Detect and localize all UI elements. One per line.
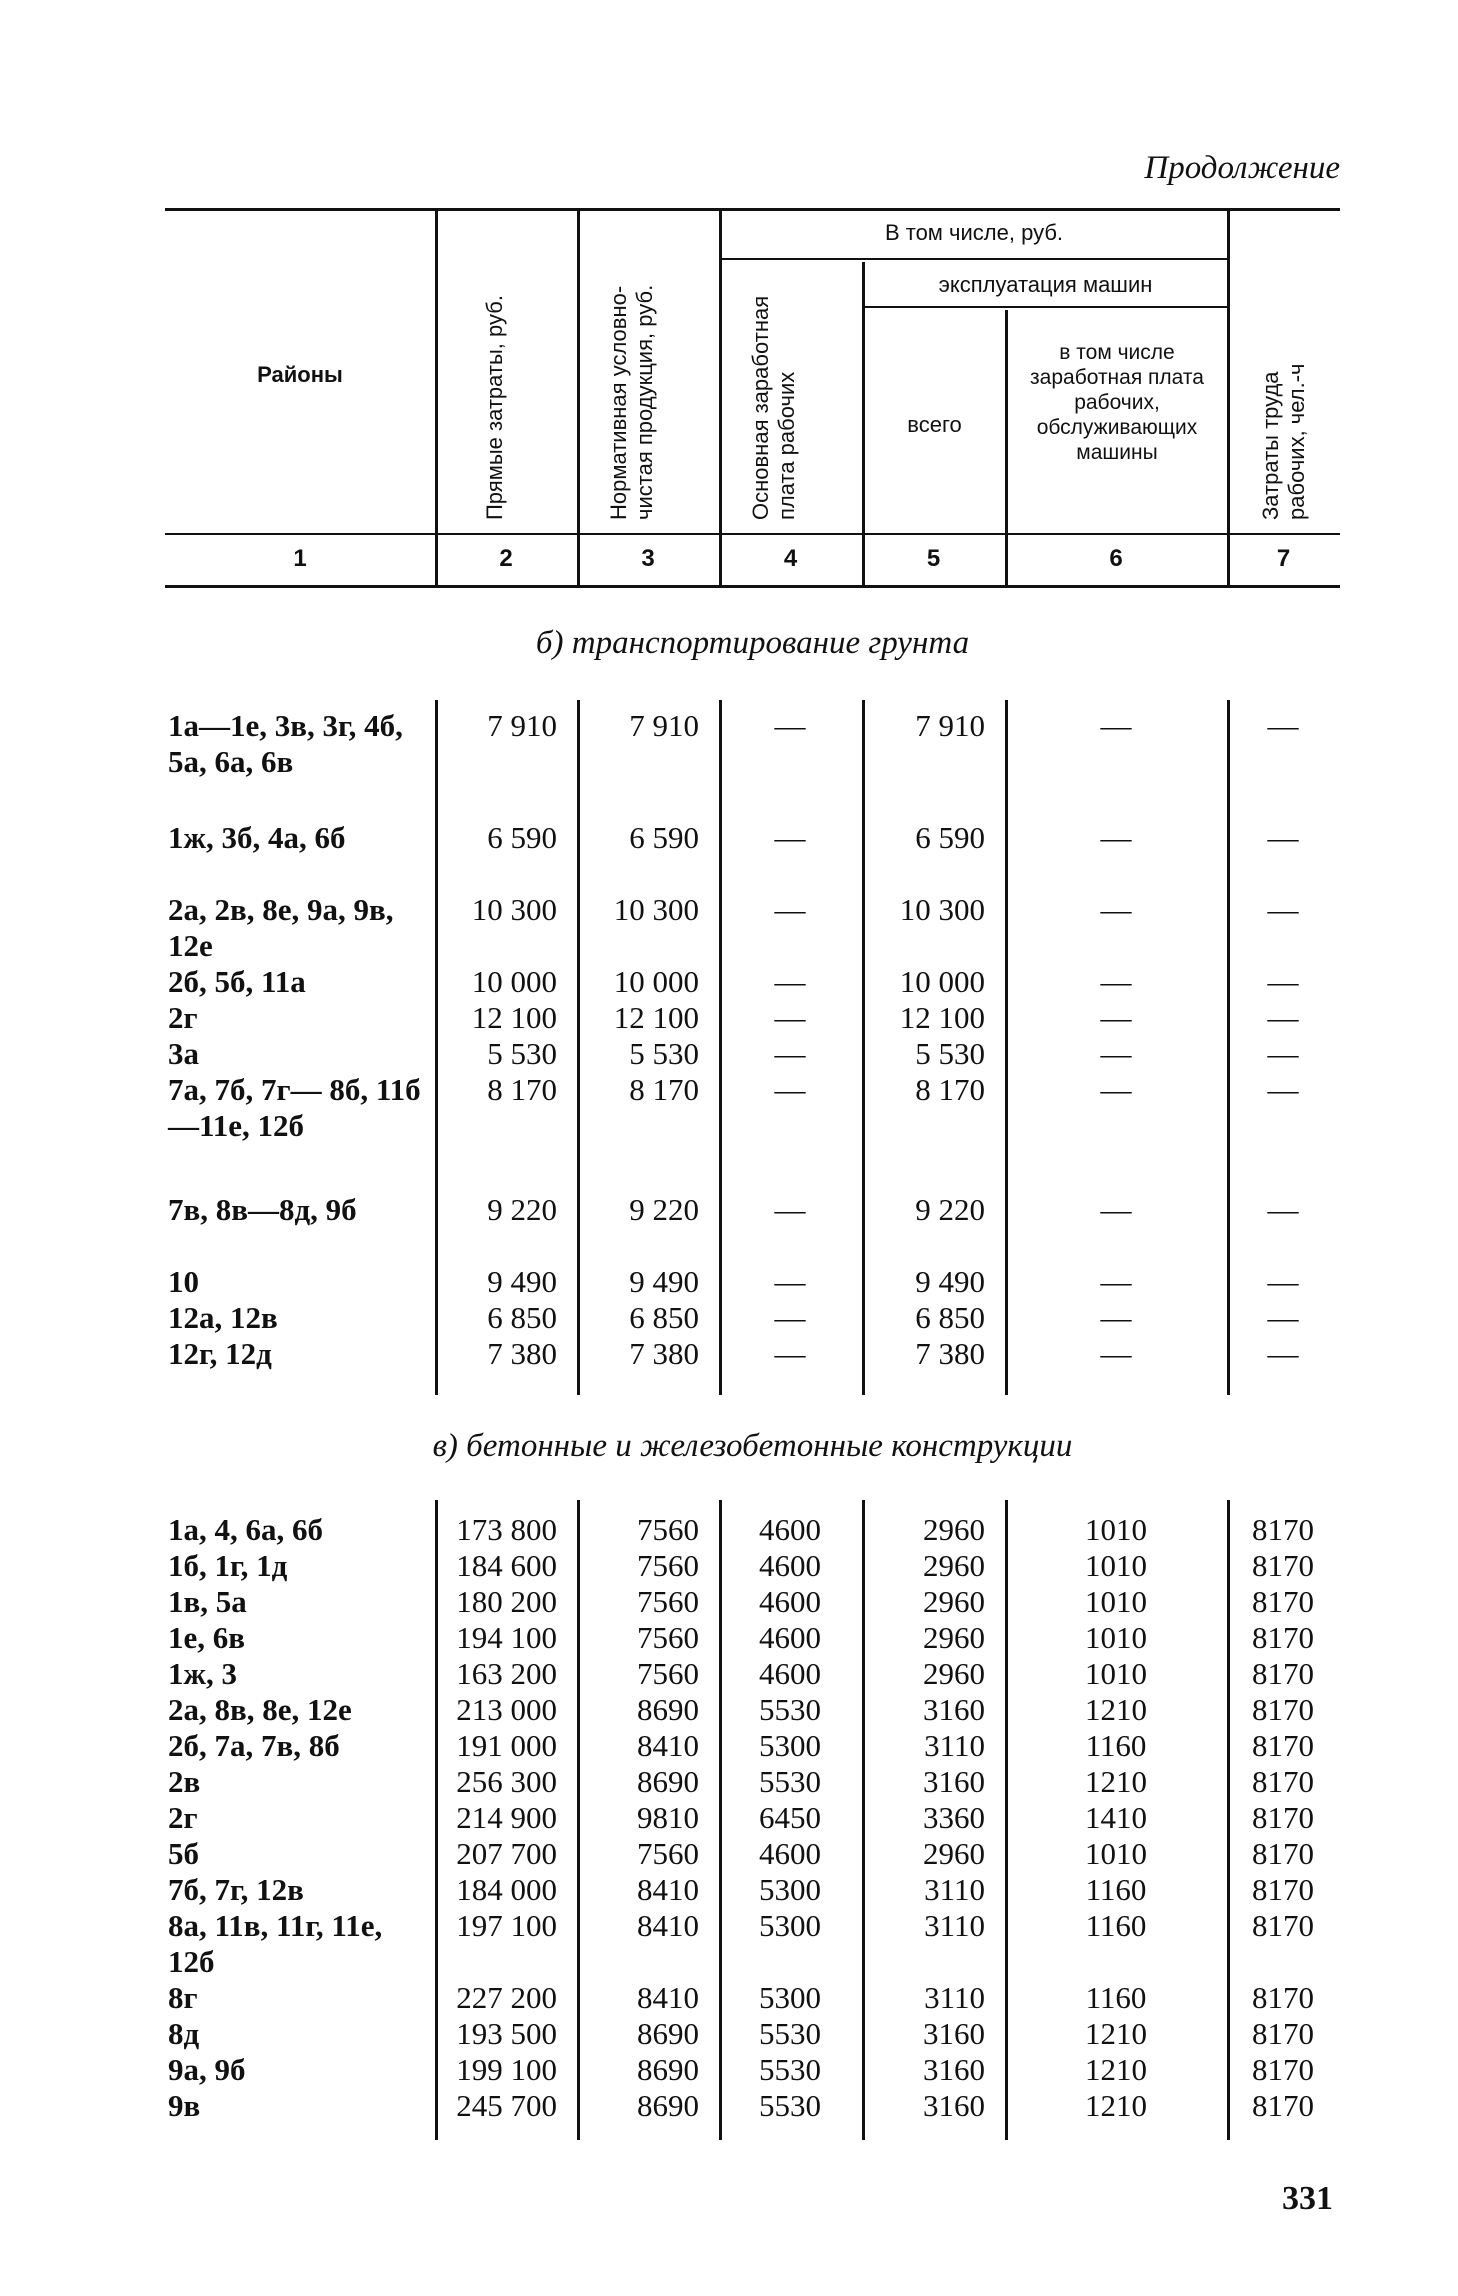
header-vline bbox=[435, 210, 438, 585]
c3-cell: 7 380 bbox=[629, 1336, 699, 1371]
c2-cell: 5 530 bbox=[487, 1036, 557, 1071]
region-cell: 1ж, 3 bbox=[168, 1656, 237, 1691]
region-cell: 2г bbox=[168, 1000, 198, 1035]
c3-cell: 7560 bbox=[637, 1836, 699, 1871]
c2-cell: 6 590 bbox=[487, 820, 557, 855]
c7-cell: 8170 bbox=[1252, 2088, 1314, 2123]
c3-cell: 8690 bbox=[637, 2052, 699, 2087]
c6-cell: — bbox=[1100, 1000, 1132, 1035]
c6-cell: 1210 bbox=[1085, 2016, 1147, 2051]
c5-cell: 9 220 bbox=[915, 1192, 985, 1227]
region-cell: 5б bbox=[168, 1836, 199, 1871]
column-number-7: 7 bbox=[1276, 545, 1291, 572]
region-cell: 2а, 8в, 8е, 12е bbox=[168, 1692, 352, 1727]
c4-cell: 5530 bbox=[759, 2052, 821, 2087]
c3-cell: 8410 bbox=[637, 1728, 699, 1763]
c6-cell: 1010 bbox=[1085, 1656, 1147, 1691]
c7-cell: 8170 bbox=[1252, 2052, 1314, 2087]
c3-cell: 7560 bbox=[637, 1620, 699, 1655]
c4-cell: — bbox=[774, 1000, 806, 1035]
header-vline bbox=[577, 210, 580, 585]
c7-cell: — bbox=[1267, 708, 1299, 743]
region-cell: 12г, 12д bbox=[168, 1336, 272, 1371]
c3-cell: 9810 bbox=[637, 1800, 699, 1835]
c3-cell: 5 530 bbox=[629, 1036, 699, 1071]
region-cell: 7в, 8в—8д, 9б bbox=[168, 1192, 357, 1227]
c7-cell: 8170 bbox=[1252, 1692, 1314, 1727]
c3-cell: 9 220 bbox=[629, 1192, 699, 1227]
column-divider bbox=[1227, 700, 1230, 1395]
c5-cell: 3110 bbox=[924, 1872, 985, 1907]
c6-cell: 1210 bbox=[1085, 1692, 1147, 1727]
c7-cell: — bbox=[1267, 1300, 1299, 1335]
region-cell: 1б, 1г, 1д bbox=[168, 1548, 288, 1583]
region-cell: 2в bbox=[168, 1764, 201, 1799]
column-number-2: 2 bbox=[499, 545, 513, 572]
c6-cell: — bbox=[1100, 1336, 1132, 1371]
c2-cell: 10 000 bbox=[471, 964, 557, 999]
c6-cell: 1010 bbox=[1085, 1548, 1147, 1583]
region-cell: 8а, 11в, 11г, 11е, 12б bbox=[168, 1908, 383, 1979]
page-number: 331 bbox=[1282, 2180, 1333, 2217]
region-cell: 10 bbox=[168, 1264, 199, 1299]
c6-cell: — bbox=[1100, 1300, 1132, 1335]
c4-cell: 4600 bbox=[759, 1512, 821, 1547]
c7-cell: — bbox=[1267, 964, 1299, 999]
c6-cell: 1160 bbox=[1085, 1728, 1147, 1763]
column-number-5: 5 bbox=[926, 545, 941, 572]
c2-cell: 8 170 bbox=[487, 1072, 557, 1107]
c7-cell: — bbox=[1267, 892, 1299, 927]
c3-cell: 8690 bbox=[637, 2016, 699, 2051]
c7-cell: 8170 bbox=[1252, 1872, 1314, 1907]
c2-cell: 184 000 bbox=[456, 1872, 557, 1907]
c2-cell: 197 100 bbox=[456, 1908, 557, 1943]
c5-cell: 3360 bbox=[923, 1800, 985, 1835]
c6-cell: — bbox=[1100, 1264, 1132, 1299]
header-direct-costs: Прямые затраты, руб. bbox=[482, 295, 507, 520]
c6-cell: — bbox=[1100, 964, 1132, 999]
region-cell: 2б, 5б, 11а bbox=[168, 964, 306, 999]
header-base-wage: Основная заработная плата рабочих bbox=[748, 295, 799, 520]
c7-cell: — bbox=[1267, 1072, 1299, 1107]
c5-cell: 10 300 bbox=[899, 892, 985, 927]
c3-cell: 7560 bbox=[637, 1656, 699, 1691]
c4-cell: 5300 bbox=[759, 1728, 821, 1763]
region-cell: 1а, 4, 6а, 6б bbox=[168, 1512, 323, 1547]
region-cell: 12а, 12в bbox=[168, 1300, 278, 1335]
header-regions: Районы bbox=[257, 362, 343, 387]
region-cell: 1в, 5а bbox=[168, 1584, 247, 1619]
c4-cell: — bbox=[774, 1036, 806, 1071]
c4-cell: 4600 bbox=[759, 1548, 821, 1583]
c2-cell: 6 850 bbox=[487, 1300, 557, 1335]
c3-cell: 8410 bbox=[637, 1872, 699, 1907]
c3-cell: 8690 bbox=[637, 1764, 699, 1799]
c2-cell: 194 100 bbox=[456, 1620, 557, 1655]
c4-cell: — bbox=[774, 708, 806, 743]
c6-cell: 1160 bbox=[1085, 1872, 1147, 1907]
c6-cell: 1010 bbox=[1085, 1836, 1147, 1871]
c7-cell: — bbox=[1267, 1000, 1299, 1035]
c6-cell: 1010 bbox=[1085, 1512, 1147, 1547]
c5-cell: 6 850 bbox=[915, 1300, 985, 1335]
region-cell: 2б, 7а, 7в, 8б bbox=[168, 1728, 340, 1763]
c2-cell: 193 500 bbox=[456, 2016, 557, 2051]
c5-cell: 5 530 bbox=[915, 1036, 985, 1071]
header-vline bbox=[1227, 210, 1230, 585]
c5-cell: 10 000 bbox=[899, 964, 985, 999]
c6-cell: 1210 bbox=[1085, 2088, 1147, 2123]
section-title-concrete: в) бетонные и железобетонные конструкции bbox=[432, 1428, 1073, 1464]
c2-cell: 214 900 bbox=[456, 1800, 557, 1835]
c2-cell: 173 800 bbox=[456, 1512, 557, 1547]
region-cell: 2а, 2в, 8е, 9а, 9в, 12е bbox=[168, 892, 394, 963]
c5-cell: 3110 bbox=[924, 1728, 985, 1763]
c3-cell: 8410 bbox=[637, 1908, 699, 1943]
c7-cell: 8170 bbox=[1252, 1620, 1314, 1655]
c7-cell: — bbox=[1267, 1192, 1299, 1227]
c5-cell: 6 590 bbox=[915, 820, 985, 855]
region-cell: 9в bbox=[168, 2088, 201, 2123]
c6-cell: 1010 bbox=[1085, 1620, 1147, 1655]
c6-cell: 1210 bbox=[1085, 1764, 1147, 1799]
c4-cell: 4600 bbox=[759, 1836, 821, 1871]
c3-cell: 7560 bbox=[637, 1584, 699, 1619]
c7-cell: 8170 bbox=[1252, 1512, 1314, 1547]
table-top-rule bbox=[165, 208, 1340, 211]
c6-cell: — bbox=[1100, 1192, 1132, 1227]
column-number-3: 3 bbox=[641, 545, 655, 572]
c4-cell: 4600 bbox=[759, 1656, 821, 1691]
c4-cell: — bbox=[774, 1072, 806, 1107]
c2-cell: 7 910 bbox=[487, 708, 557, 743]
c3-cell: 8410 bbox=[637, 1980, 699, 2015]
c3-cell: 7560 bbox=[637, 1512, 699, 1547]
c4-cell: 5300 bbox=[759, 1908, 821, 1943]
c7-cell: 8170 bbox=[1252, 1656, 1314, 1691]
c4-cell: — bbox=[774, 1300, 806, 1335]
c6-cell: 1160 bbox=[1085, 1908, 1147, 1943]
c5-cell: 2960 bbox=[923, 1584, 985, 1619]
c7-cell: 8170 bbox=[1252, 1548, 1314, 1583]
region-cell: 8д bbox=[168, 2016, 200, 2051]
column-divider bbox=[1005, 700, 1008, 1395]
c4-cell: 5300 bbox=[759, 1872, 821, 1907]
c4-cell: 4600 bbox=[759, 1620, 821, 1655]
header-vline bbox=[719, 210, 722, 585]
c4-cell: 5530 bbox=[759, 1764, 821, 1799]
c6-cell: — bbox=[1100, 892, 1132, 927]
c3-cell: 8690 bbox=[637, 1692, 699, 1727]
region-cell: 1е, 6в bbox=[168, 1620, 246, 1655]
c3-cell: 10 300 bbox=[613, 892, 699, 927]
c2-cell: 191 000 bbox=[456, 1728, 557, 1763]
c7-cell: 8170 bbox=[1252, 1836, 1314, 1871]
c5-cell: 3160 bbox=[923, 1692, 985, 1727]
c7-cell: 8170 bbox=[1252, 1728, 1314, 1763]
c5-cell: 3160 bbox=[923, 2088, 985, 2123]
header-including: В том числе, руб. bbox=[884, 220, 1064, 245]
c4-cell: — bbox=[774, 1264, 806, 1299]
column-number-4: 4 bbox=[783, 545, 798, 572]
c6-cell: 1010 bbox=[1085, 1584, 1147, 1619]
c2-cell: 9 490 bbox=[487, 1264, 557, 1299]
c5-cell: 3160 bbox=[923, 1764, 985, 1799]
c7-cell: — bbox=[1267, 1036, 1299, 1071]
c7-cell: — bbox=[1267, 1264, 1299, 1299]
c7-cell: 8170 bbox=[1252, 2016, 1314, 2051]
colnum-bottom-rule bbox=[165, 585, 1340, 588]
c2-cell: 207 700 bbox=[456, 1836, 557, 1871]
c5-cell: 2960 bbox=[923, 1512, 985, 1547]
region-cell: 8г bbox=[168, 1980, 198, 2015]
column-number-1: 1 bbox=[293, 545, 307, 572]
region-cell: 1а—1е, 3в, 3г, 4б, 5а, 6а, 6в bbox=[168, 708, 403, 779]
c2-cell: 213 000 bbox=[456, 1692, 557, 1727]
c5-cell: 8 170 bbox=[915, 1072, 985, 1107]
c3-cell: 6 590 bbox=[629, 820, 699, 855]
header-bottom-rule bbox=[165, 533, 1340, 535]
c7-cell: 8170 bbox=[1252, 1908, 1314, 1943]
continuation-label: Продолжение bbox=[1144, 150, 1340, 186]
c2-cell: 163 200 bbox=[456, 1656, 557, 1691]
c7-cell: — bbox=[1267, 820, 1299, 855]
c2-cell: 184 600 bbox=[456, 1548, 557, 1583]
c5-cell: 3160 bbox=[923, 2052, 985, 2087]
c5-cell: 7 380 bbox=[915, 1336, 985, 1371]
c5-cell: 3110 bbox=[924, 1980, 985, 2015]
column-divider bbox=[719, 700, 722, 1395]
region-cell: 9а, 9б bbox=[168, 2052, 246, 2087]
c3-cell: 6 850 bbox=[629, 1300, 699, 1335]
c5-cell: 9 490 bbox=[915, 1264, 985, 1299]
c6-cell: — bbox=[1100, 1036, 1132, 1071]
c2-cell: 10 300 bbox=[471, 892, 557, 927]
region-cell: 1ж, 3б, 4а, 6б bbox=[168, 820, 346, 855]
c4-cell: — bbox=[774, 1336, 806, 1371]
c3-cell: 10 000 bbox=[613, 964, 699, 999]
c3-cell: 12 100 bbox=[613, 1000, 699, 1035]
c7-cell: 8170 bbox=[1252, 1800, 1314, 1835]
c4-cell: 5530 bbox=[759, 1692, 821, 1727]
c4-cell: 5530 bbox=[759, 2016, 821, 2051]
c4-cell: — bbox=[774, 964, 806, 999]
c2-cell: 12 100 bbox=[471, 1000, 557, 1035]
c2-cell: 245 700 bbox=[456, 2088, 557, 2123]
region-cell: 2г bbox=[168, 1800, 198, 1835]
c5-cell: 2960 bbox=[923, 1656, 985, 1691]
c5-cell: 3110 bbox=[924, 1908, 985, 1943]
c4-cell: 5530 bbox=[759, 2088, 821, 2123]
c5-cell: 12 100 bbox=[899, 1000, 985, 1035]
c3-cell: 8690 bbox=[637, 2088, 699, 2123]
c5-cell: 2960 bbox=[923, 1836, 985, 1871]
header-hline bbox=[864, 306, 1227, 308]
header-labor: Затраты труда рабочих, чел.-ч bbox=[1258, 363, 1309, 520]
c5-cell: 2960 bbox=[923, 1548, 985, 1583]
c5-cell: 2960 bbox=[923, 1620, 985, 1655]
header-total: всего bbox=[907, 412, 962, 437]
header-machine-operation: эксплуатация машин bbox=[938, 272, 1153, 297]
section-title-transport: б) транспортирование грунта bbox=[535, 625, 970, 661]
header-normative-output: Нормативная условно-чистая продукция, руб. bbox=[606, 284, 657, 520]
column-divider bbox=[1005, 1500, 1008, 2140]
c7-cell: 8170 bbox=[1252, 1764, 1314, 1799]
c2-cell: 199 100 bbox=[456, 2052, 557, 2087]
c5-cell: 7 910 bbox=[915, 708, 985, 743]
c3-cell: 9 490 bbox=[629, 1264, 699, 1299]
c7-cell: 8170 bbox=[1252, 1584, 1314, 1619]
region-cell: 7а, 7б, 7г— 8б, 11б—11е, 12б bbox=[168, 1072, 421, 1143]
c4-cell: — bbox=[774, 820, 806, 855]
c6-cell: 1160 bbox=[1085, 1980, 1147, 2015]
c2-cell: 9 220 bbox=[487, 1192, 557, 1227]
c6-cell: — bbox=[1100, 820, 1132, 855]
c3-cell: 7560 bbox=[637, 1548, 699, 1583]
c2-cell: 7 380 bbox=[487, 1336, 557, 1371]
c6-cell: — bbox=[1100, 708, 1132, 743]
c4-cell: — bbox=[774, 892, 806, 927]
c2-cell: 180 200 bbox=[456, 1584, 557, 1619]
header-including-wage: в том числе заработная плата рабочих, обслуживающих машины bbox=[1030, 341, 1204, 464]
c6-cell: 1210 bbox=[1085, 2052, 1147, 2087]
c4-cell: — bbox=[774, 1192, 806, 1227]
c6-cell: — bbox=[1100, 1072, 1132, 1107]
c6-cell: 1410 bbox=[1085, 1800, 1147, 1835]
c4-cell: 6450 bbox=[759, 1800, 821, 1835]
c7-cell: 8170 bbox=[1252, 1980, 1314, 2015]
column-number-6: 6 bbox=[1109, 545, 1123, 572]
region-cell: 7б, 7г, 12в bbox=[168, 1872, 304, 1907]
c7-cell: — bbox=[1267, 1336, 1299, 1371]
region-cell: 3а bbox=[168, 1036, 199, 1071]
c4-cell: 5300 bbox=[759, 1980, 821, 2015]
c3-cell: 8 170 bbox=[629, 1072, 699, 1107]
c2-cell: 227 200 bbox=[456, 1980, 557, 2015]
header-hline bbox=[721, 258, 1227, 260]
c3-cell: 7 910 bbox=[629, 708, 699, 743]
c5-cell: 3160 bbox=[923, 2016, 985, 2051]
c4-cell: 4600 bbox=[759, 1584, 821, 1619]
c2-cell: 256 300 bbox=[456, 1764, 557, 1799]
